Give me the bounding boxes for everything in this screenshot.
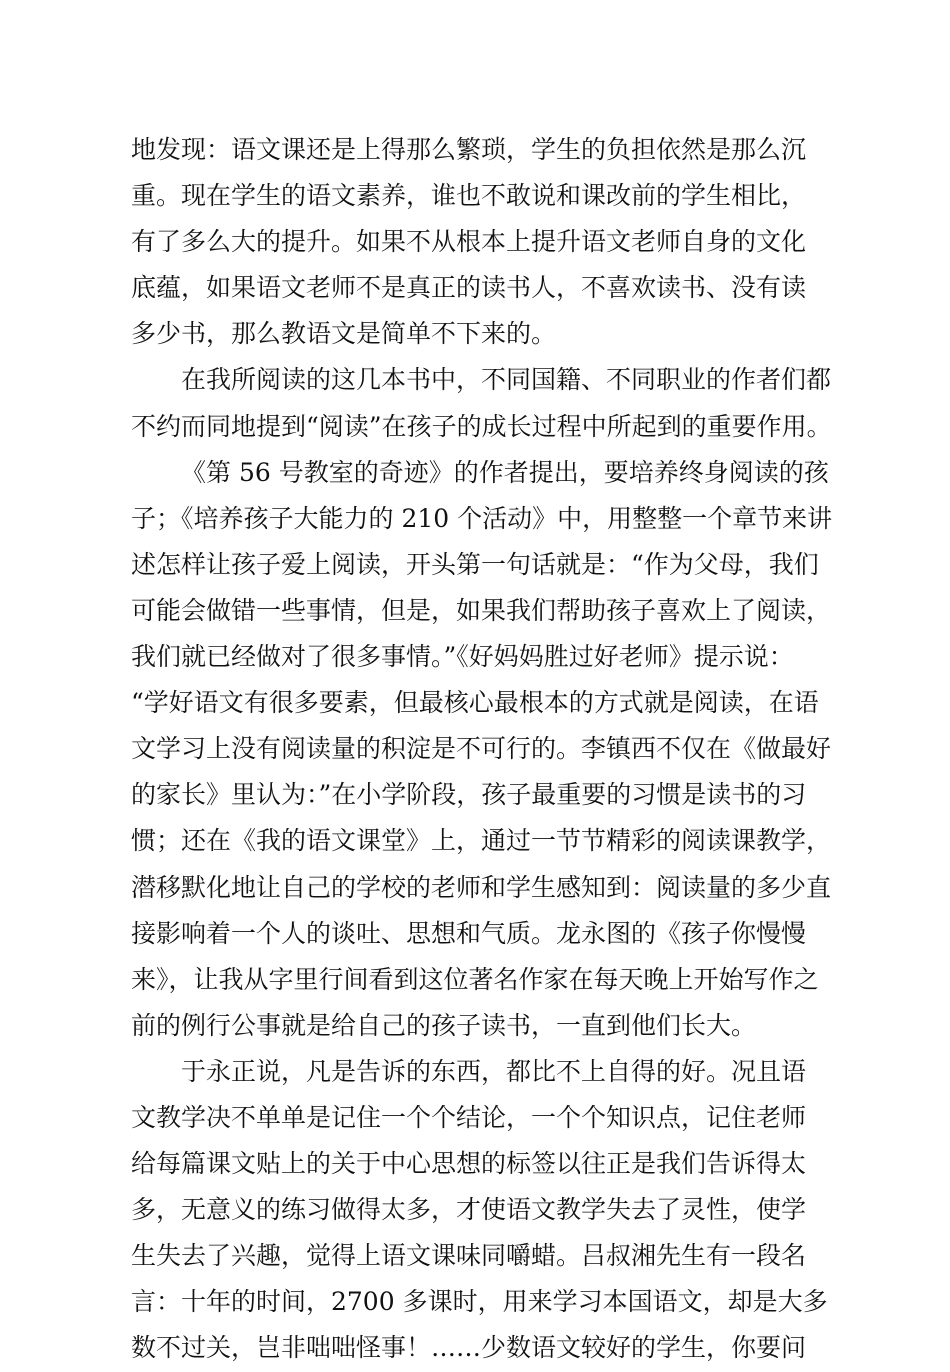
text-line: 底蕴，如果语文老师不是真正的读书人，不喜欢读书、没有读 xyxy=(131,273,807,303)
text-line: “学好语文有很多要素，但最核心最根本的方式就是阅读，在语 xyxy=(131,688,819,718)
text-line: 的家长》里认为：”在小学阶段，孩子最重要的习惯是读书的习 xyxy=(131,780,807,810)
text-line: 接影响着一个人的谈吐、思想和气质。龙永图的《孩子你慢慢 xyxy=(131,918,807,948)
text-line: 惯；还在《我的语文课堂》上，通过一节节精彩的阅读课教学， xyxy=(131,826,832,856)
text-line: 来》，让我从字里行间看到这位著名作家在每天晚上开始写作之 xyxy=(131,964,819,994)
text-line: 多少书，那么教语文是简单不下来的。 xyxy=(131,319,557,349)
text-line: 生失去了兴趣，觉得上语文课味同嚼蜡。吕叔湘先生有一段名 xyxy=(131,1241,807,1271)
text-line: 言：十年的时间，2700 多课时，用来学习本国语文，却是大多 xyxy=(131,1287,828,1317)
text-line: 在我所阅读的这几本书中，不同国籍、不同职业的作者们都 xyxy=(181,365,832,395)
text-line: 有了多么大的提升。如果不从根本上提升语文老师自身的文化 xyxy=(131,227,807,257)
text-line: 数不过关，岂非咄咄怪事！……少数语文较好的学生，你要问 xyxy=(131,1333,807,1363)
text-line: 前的例行公事就是给自己的孩子读书，一直到他们长大。 xyxy=(131,1010,757,1040)
text-line: 于永正说，凡是告诉的东西，都比不上自得的好。况且语 xyxy=(181,1056,807,1086)
text-line: 《第 56 号教室的奇迹》的作者提出，要培养终身阅读的孩 xyxy=(181,457,829,487)
text-line: 重。现在学生的语文素养，谁也不敢说和课改前的学生相比， xyxy=(131,181,807,211)
text-line: 不约而同地提到“阅读”在孩子的成长过程中所起到的重要作用。 xyxy=(131,411,832,441)
text-line: 我们就已经做对了很多事情。”《好妈妈胜过好老师》提示说： xyxy=(131,642,794,672)
text-line: 文教学决不单单是记住一个个结论，一个个知识点，记住老师 xyxy=(131,1102,807,1132)
text-line: 子；《培养孩子大能力的 210 个活动》中，用整整一个章节来讲 xyxy=(131,503,833,533)
text-line: 给每篇课文贴上的关于中心思想的标签以往正是我们告诉得太 xyxy=(131,1149,807,1179)
text-line: 述怎样让孩子爱上阅读，开头第一句话就是：“作为父母，我们 xyxy=(131,549,819,579)
body-text xyxy=(131,127,851,1372)
text-line: 潜移默化地让自己的学校的老师和学生感知到：阅读量的多少直 xyxy=(131,872,832,902)
text-line: 文学习上没有阅读量的积淀是不可行的。李镇西不仅在《做最好 xyxy=(131,734,832,764)
text-line: 多，无意义的练习做得太多，才使语文教学失去了灵性，使学 xyxy=(131,1195,807,1225)
text-line: 地发现：语文课还是上得那么繁琐，学生的负担依然是那么沉 xyxy=(131,135,807,164)
text-line: 可能会做错一些事情，但是，如果我们帮助孩子喜欢上了阅读， xyxy=(131,595,832,625)
